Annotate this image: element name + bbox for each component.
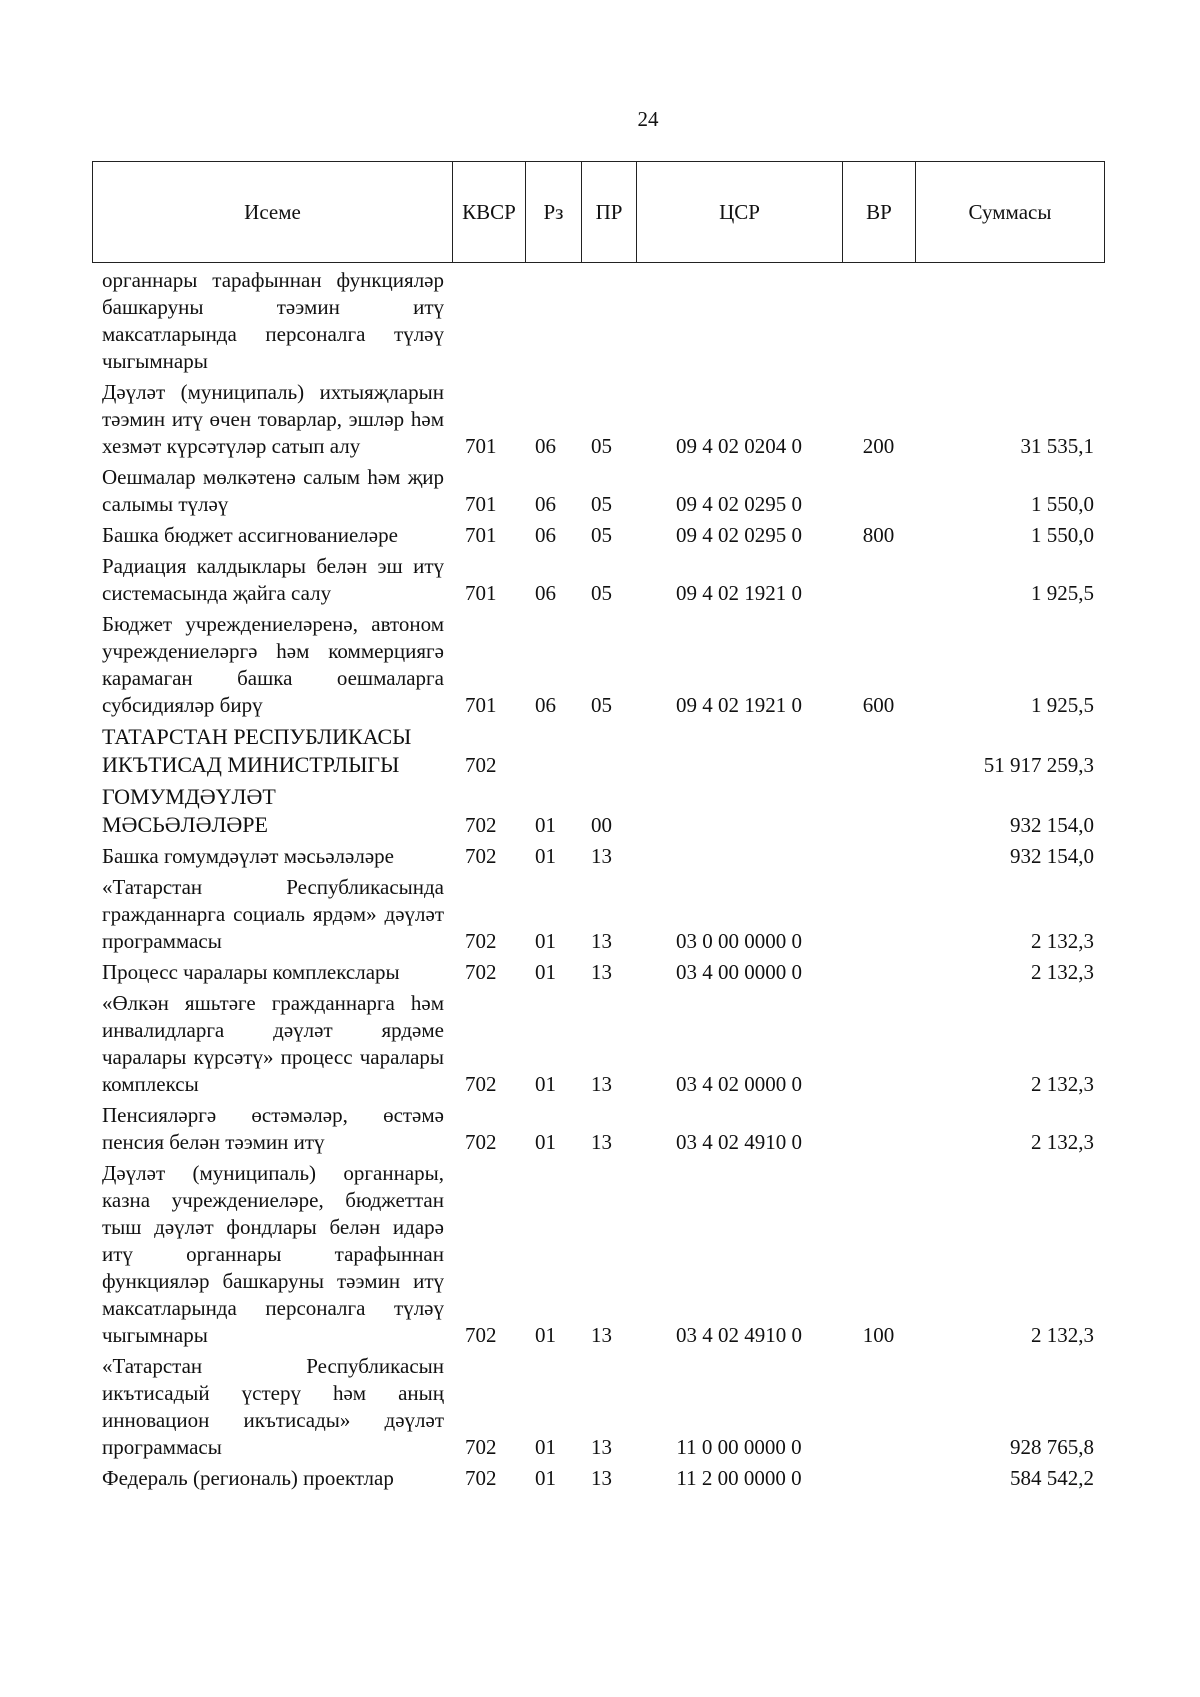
- cell-name: [92, 379, 452, 464]
- row-name-text: Башка бюджет ассигнованиеләре: [102, 523, 398, 547]
- cell-rz: 01: [535, 1072, 556, 1096]
- cell-kvsr: 701: [465, 693, 497, 717]
- cell-vr: [842, 464, 915, 522]
- table-row: [92, 959, 1104, 990]
- header-rz: Рз: [526, 162, 582, 263]
- cell-vr: [842, 959, 915, 990]
- cell-name: [92, 1353, 452, 1465]
- row-name-text: Оешмалар мөлкәтенә салым һәм җир салымы түләү: [102, 465, 444, 516]
- cell-vr: [842, 783, 915, 843]
- cell-sum: 928 765,8: [1010, 1435, 1094, 1459]
- cell-csr: 11 0 00 0000 0: [676, 1435, 802, 1459]
- cell-name: [92, 1465, 452, 1496]
- cell-kvsr: 702: [465, 929, 497, 953]
- cell-pr: 13: [591, 1130, 612, 1154]
- cell-rz: 06: [535, 434, 556, 458]
- cell-rz: 01: [535, 813, 556, 837]
- cell-name: [92, 1160, 452, 1353]
- cell-sum: 2 132,3: [1031, 929, 1094, 953]
- cell-name: [92, 959, 452, 990]
- cell-sum: 1 925,5: [1031, 581, 1094, 605]
- cell-name: [92, 464, 452, 522]
- cell-rz: 01: [535, 960, 556, 984]
- cell-name: [92, 267, 452, 379]
- cell-rz: [525, 267, 581, 379]
- cell-pr: 13: [591, 1466, 612, 1490]
- cell-vr: [842, 843, 915, 874]
- cell-rz: 01: [535, 844, 556, 868]
- row-name-text: Пенсияләргә өстәмәләр, өстәмә пенсия белән тәэмин итү: [102, 1103, 444, 1154]
- cell-name: [92, 611, 452, 723]
- cell-vr: 200: [862, 434, 895, 458]
- table-row: [92, 783, 1104, 843]
- cell-csr: 03 4 02 0000 0: [676, 1072, 802, 1096]
- cell-sum: 1 925,5: [1031, 693, 1094, 717]
- cell-sum: 932 154,0: [1010, 844, 1094, 868]
- cell-kvsr: 702: [465, 813, 497, 837]
- cell-kvsr: 701: [465, 434, 497, 458]
- cell-vr: 800: [862, 523, 895, 547]
- cell-sum: 2 132,3: [1031, 1130, 1094, 1154]
- row-name-text: «Татарстан Республикасын икътисадый үстерү һәм аның инновацион икътисады» дәүләт программасы: [102, 1354, 444, 1459]
- cell-pr: [581, 723, 636, 783]
- row-name-text: Процесс чаралары комплекслары: [102, 960, 400, 984]
- cell-vr: [842, 553, 915, 611]
- row-name-text: органнары тарафыннан функцияләр башкаруны тәэмин итү максатларында персоналга түләү чыгымнары: [102, 268, 444, 373]
- row-name-text: Дәүләт (муниципаль) ихтыяҗларын тәэмин итү өчен товарлар, эшләр һәм хезмәт күрсәтүләр сатып алу: [102, 380, 444, 458]
- cell-kvsr: 702: [465, 960, 497, 984]
- row-name-text: «Өлкән яшьтәге гражданнарга һәм инвалидларга дәүләт ярдәме чаралары күрсәтү» процесс чаралары комплексы: [102, 991, 444, 1096]
- table-row: [92, 379, 1104, 464]
- cell-rz: 06: [535, 693, 556, 717]
- table-row: [92, 1160, 1104, 1353]
- cell-kvsr: [452, 267, 525, 379]
- table-row: [92, 723, 1104, 783]
- cell-vr: [842, 1465, 915, 1496]
- cell-pr: 05: [591, 434, 612, 458]
- row-name-text: «Татарстан Республикасында гражданнарга социаль ярдәм» дәүләт программасы: [102, 875, 444, 953]
- cell-csr: 09 4 02 0295 0: [676, 492, 802, 516]
- cell-sum: 584 542,2: [1010, 1466, 1094, 1490]
- cell-kvsr: 702: [465, 1323, 497, 1347]
- cell-kvsr: 702: [465, 1072, 497, 1096]
- cell-sum: [915, 267, 1104, 379]
- cell-pr: 13: [591, 1323, 612, 1347]
- cell-rz: 06: [535, 492, 556, 516]
- cell-kvsr: 702: [465, 1130, 497, 1154]
- cell-rz: 01: [535, 1130, 556, 1154]
- header-sum: Суммасы: [916, 162, 1105, 263]
- cell-sum: 51 917 259,3: [983, 753, 1094, 777]
- row-name-text: ТАТАРСТАН РЕСПУБЛИКАСЫ ИКЪТИСАД МИНИСТРЛЫГЫ: [102, 724, 412, 777]
- cell-name: [92, 723, 452, 783]
- table-row: [92, 990, 1104, 1102]
- row-name-text: Башка гомумдәүләт мәсьәләләре: [102, 844, 394, 868]
- cell-csr: 09 4 02 1921 0: [676, 581, 802, 605]
- cell-kvsr: 702: [465, 1435, 497, 1459]
- table-row: [92, 267, 1104, 379]
- cell-kvsr: 702: [465, 844, 497, 868]
- header-kvsr: КВСР: [453, 162, 526, 263]
- cell-csr: 11 2 00 0000 0: [676, 1466, 802, 1490]
- cell-csr: [636, 723, 842, 783]
- table-row: [92, 843, 1104, 874]
- cell-rz: 06: [535, 523, 556, 547]
- table-body: [92, 267, 1104, 1496]
- table-row: [92, 522, 1104, 553]
- cell-sum: 2 132,3: [1031, 960, 1094, 984]
- cell-vr: [842, 990, 915, 1102]
- cell-sum: 1 550,0: [1031, 492, 1094, 516]
- cell-csr: 09 4 02 1921 0: [676, 693, 802, 717]
- row-name-text: Федераль (региональ) проектлар: [102, 1466, 394, 1490]
- cell-name: [92, 874, 452, 959]
- cell-vr: [842, 267, 915, 379]
- cell-vr: 100: [862, 1323, 895, 1347]
- cell-name: [92, 553, 452, 611]
- row-name-text: Радиация калдыклары белән эш итү системасында җайга салу: [102, 554, 444, 605]
- table-row: [92, 553, 1104, 611]
- cell-kvsr: 701: [465, 581, 497, 605]
- cell-sum: 2 132,3: [1031, 1072, 1094, 1096]
- row-name-text: ГОМУМДӘҮЛӘТ МӘСЬӘЛӘЛӘРЕ: [102, 784, 276, 837]
- cell-rz: [525, 723, 581, 783]
- cell-csr: [636, 843, 842, 874]
- header-pr: ПР: [582, 162, 637, 263]
- cell-rz: 01: [535, 1435, 556, 1459]
- cell-name: [92, 1102, 452, 1160]
- cell-vr: [842, 1353, 915, 1465]
- table-row: [92, 1465, 1104, 1496]
- cell-kvsr: 701: [465, 523, 497, 547]
- cell-csr: 03 4 02 4910 0: [676, 1323, 802, 1347]
- cell-kvsr: 702: [465, 1466, 497, 1490]
- cell-rz: 06: [535, 581, 556, 605]
- cell-pr: 13: [591, 844, 612, 868]
- cell-vr: [842, 723, 915, 783]
- cell-rz: 01: [535, 1466, 556, 1490]
- cell-kvsr: 701: [465, 492, 497, 516]
- row-name-text: Дәүләт (муниципаль) органнары, казна учреждениеләре, бюджеттан тыш дәүләт фондлары белән идарә итү органнары тарафыннан функцияләр башкаруны тәэмин итү максатларында персоналга түләү чыгымнары: [102, 1161, 444, 1347]
- cell-rz: 01: [535, 929, 556, 953]
- cell-csr: [636, 783, 842, 843]
- cell-vr: [842, 874, 915, 959]
- cell-pr: 00: [591, 813, 612, 837]
- cell-kvsr: 702: [465, 753, 497, 777]
- cell-sum: 31 535,1: [1020, 434, 1094, 458]
- header-vr: ВР: [843, 162, 916, 263]
- cell-sum: 1 550,0: [1031, 523, 1094, 547]
- cell-rz: 01: [535, 1323, 556, 1347]
- table-row: [92, 1102, 1104, 1160]
- cell-pr: 13: [591, 929, 612, 953]
- cell-name: [92, 783, 452, 843]
- cell-vr: 600: [862, 693, 895, 717]
- cell-csr: 09 4 02 0295 0: [676, 523, 802, 547]
- page-number: 24: [637, 107, 659, 131]
- cell-pr: [581, 267, 636, 379]
- cell-csr: 09 4 02 0204 0: [676, 434, 802, 458]
- cell-pr: 13: [591, 1072, 612, 1096]
- table-header: [92, 161, 1105, 263]
- cell-pr: 05: [591, 492, 612, 516]
- row-name-text: Бюджет учреждениеләренә, автоном учреждениеләргә һәм коммерциягә карамаган башка оешмаларга субсидияләр бирү: [102, 612, 444, 717]
- cell-sum: 2 132,3: [1031, 1323, 1094, 1347]
- cell-pr: 05: [591, 693, 612, 717]
- table-row: [92, 464, 1104, 522]
- cell-pr: 05: [591, 523, 612, 547]
- cell-sum: 932 154,0: [1010, 813, 1094, 837]
- cell-csr: 03 4 02 4910 0: [676, 1130, 802, 1154]
- header-name: Исеме: [93, 162, 453, 263]
- cell-name: [92, 522, 452, 553]
- cell-csr: 03 0 00 0000 0: [676, 929, 802, 953]
- cell-pr: 13: [591, 1435, 612, 1459]
- table-row: [92, 611, 1104, 723]
- cell-vr: [842, 1102, 915, 1160]
- cell-csr: 03 4 00 0000 0: [676, 960, 802, 984]
- cell-pr: 13: [591, 960, 612, 984]
- cell-name: [92, 843, 452, 874]
- cell-csr: [636, 267, 842, 379]
- table-row: [92, 1353, 1104, 1465]
- table-row: [92, 874, 1104, 959]
- header-csr: ЦСР: [637, 162, 843, 263]
- cell-pr: 05: [591, 581, 612, 605]
- cell-name: [92, 990, 452, 1102]
